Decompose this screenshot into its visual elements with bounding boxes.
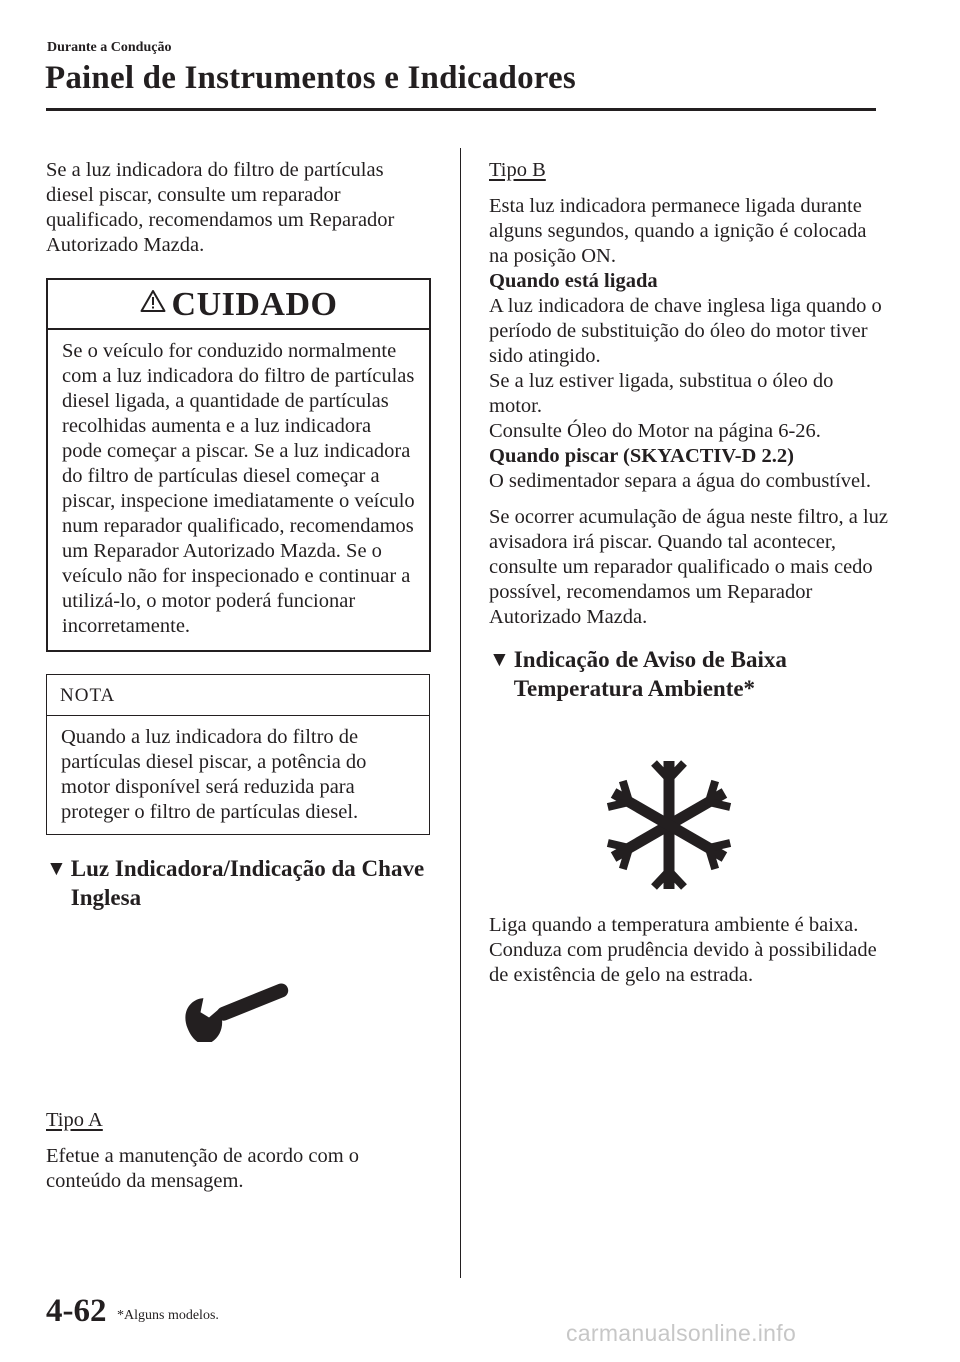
column-divider	[460, 148, 461, 1278]
triangle-down-icon: ▼	[46, 856, 67, 880]
section-label: Durante a Condução	[47, 40, 172, 55]
type-b-label: Tipo B	[489, 159, 546, 181]
snowflake-icon	[599, 755, 739, 895]
type-b-text: Esta luz indicadora permanece ligada durante alguns segundos, quando a ignição é colocada na posição ON.	[489, 195, 867, 267]
right-column	[489, 158, 889, 988]
when-on-text-2: Se a luz estiver ligada, substitua o óleo do motor.	[489, 370, 834, 417]
wrench-figure	[46, 912, 432, 1108]
page-number: 4-62	[46, 1293, 107, 1329]
low-temp-section-heading	[489, 645, 889, 703]
caution-header	[48, 280, 429, 330]
when-flashing-label: Quando piscar (SKYACTIV-D 2.2)	[489, 445, 794, 467]
page-title: Painel de Instrumentos e Indicadores	[45, 60, 576, 96]
left-column	[46, 158, 432, 1194]
note-text: Quando a luz indicadora do filtro de partículas diesel piscar, a potência do motor disponível será reduzida para proteger o filtro de partículas diesel.	[61, 726, 367, 823]
wrench-heading-text: Luz Indicadora/Indicação da Chave Inglesa	[70, 856, 425, 910]
when-flashing-text: O sedimentador separa a água do combustível.	[489, 470, 871, 492]
snowflake-figure	[489, 703, 889, 913]
water-accumulation-text: Se ocorrer acumulação de água neste filtro, a luz avisadora irá piscar. Quando tal acontecer, consulte um reparador qualificado o mais cedo possível, recomendamos um Reparador Autorizado Mazda.	[489, 506, 888, 628]
footnote: *Alguns modelos.	[117, 1308, 219, 1323]
wrench-icon	[182, 976, 294, 1042]
when-on-text: A luz indicadora de chave inglesa liga quando o período de substituição do óleo do motor tiver sido atingido.	[489, 295, 882, 367]
type-a-label: Tipo A	[46, 1109, 103, 1131]
when-on-text-3: Consulte Óleo do Motor na página 6-26.	[489, 420, 821, 442]
when-on-label: Quando está ligada	[489, 270, 658, 292]
triangle-down-icon: ▼	[489, 647, 510, 671]
wrench-section-heading	[46, 854, 432, 912]
low-temp-text-2: Conduza com prudência devido à possibilidade de existência de gelo na estrada.	[489, 939, 877, 986]
watermark: carmanualsonline.info	[566, 1320, 797, 1346]
note-title: NOTA	[47, 675, 429, 716]
warning-triangle-icon	[140, 289, 166, 320]
low-temp-text: Liga quando a temperatura ambiente é baixa.	[489, 914, 859, 936]
caution-box	[46, 278, 431, 652]
intro-paragraph: Se a luz indicadora do filtro de partículas diesel piscar, consulte um reparador qualificado, recomendamos um Reparador Autorizado Mazda.	[46, 159, 395, 256]
type-a-text: Efetue a manutenção de acordo com o conteúdo da mensagem.	[46, 1145, 360, 1192]
title-rule	[46, 108, 876, 111]
caution-text: Se o veículo for conduzido normalmente com a luz indicadora do filtro de partículas diesel ligada, a quantidade de partículas recolhidas aumenta e a luz indicadora pode começar a piscar. Se a luz indicadora do filtro de partículas diesel começar a piscar, inspecione imediatamente o veículo num reparador qualificado, recomendamos um Reparador Autorizado Mazda. Se o veículo não for inspecionado e continuar a utilizá-lo, o motor poderá funcionar incorretamente.	[62, 340, 415, 637]
low-temp-heading-text: Indicação de Aviso de Baixa Temperatura Ambiente*	[513, 647, 787, 701]
caution-title: CUIDADO	[171, 285, 338, 323]
note-box	[46, 674, 430, 835]
